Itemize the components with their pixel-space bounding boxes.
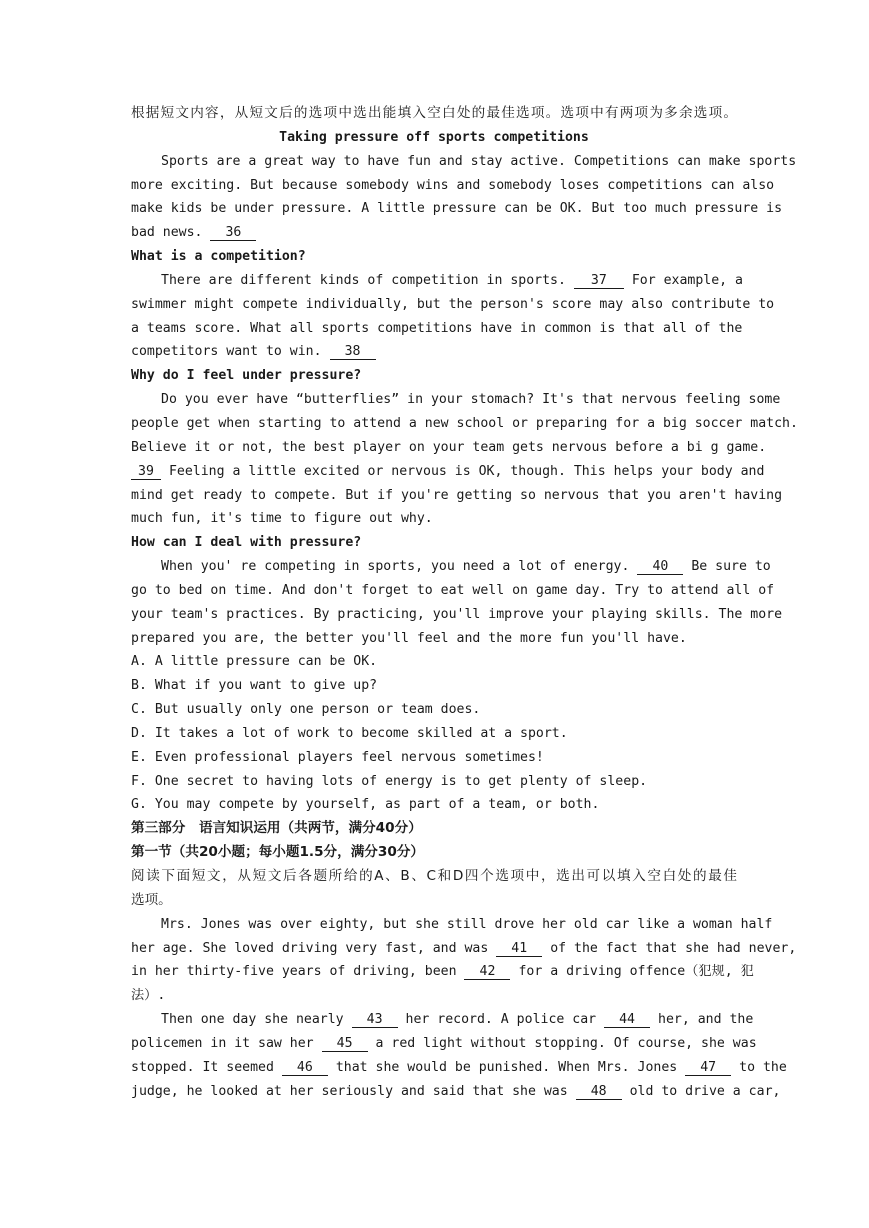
section1-heading: 第一节（共20小题；每小题1.5分，满分30分） — [131, 844, 425, 861]
para4-line1 — [131, 555, 771, 579]
para4-line1-text-a: When you' re competing in sports, you need a lot of energy. — [161, 559, 630, 575]
para5-line2-text-a: her age. She loved driving very fast, and was — [131, 940, 489, 956]
para2-line1-text-b: For example, a — [631, 272, 743, 288]
para5-line2 — [131, 937, 797, 961]
para5-line2-text-b: of the fact that she had never, — [550, 940, 797, 956]
para6-line1-text-b: her record. A police car — [405, 1012, 597, 1028]
blank-46[interactable]: 46 — [282, 1060, 328, 1076]
para6-line1 — [131, 1008, 754, 1032]
blank-37[interactable]: 37 — [574, 273, 624, 289]
blank-45[interactable]: 45 — [322, 1036, 368, 1052]
document-page — [131, 102, 798, 1103]
instruction-text: 根据短文内容，从短文后的选项中选出能填入空白处的最佳选项。选项中有两项为多余选项。 — [131, 105, 737, 121]
para1-line2: more exciting. But because somebody wins and somebody loses competitions can also — [131, 177, 775, 193]
para2-line3: a teams score. What all sports competitions have in common is that all of the — [131, 320, 743, 336]
blank-41[interactable]: 41 — [496, 941, 542, 957]
para6-line3-text-b: that she would be punished. When Mrs. Jones — [335, 1059, 678, 1075]
para6-line2-text-b: a red light without stopping. Of course, she was — [375, 1035, 757, 1051]
para6-line1-text-a: Then one day she nearly — [161, 1012, 344, 1028]
para2-line1 — [131, 269, 743, 293]
heading-how-deal: How can I deal with pressure? — [131, 535, 362, 551]
para2-line4-text: competitors want to win. — [131, 344, 322, 360]
para1-line4-text: bad news. — [131, 225, 203, 241]
para3-line4 — [131, 460, 765, 484]
para6-line2 — [131, 1032, 757, 1056]
para3-line2: people get when starting to attend a new school or preparing for a big soccer match. — [131, 415, 798, 431]
para6-line2-text-a: policemen in it saw her — [131, 1035, 314, 1051]
para4-line3: your team's practices. By practicing, you'll improve your playing skills. The more — [131, 606, 783, 622]
heading-why-pressure: Why do I feel under pressure? — [131, 368, 362, 384]
para6-line1-text-c: her, and the — [658, 1012, 754, 1028]
para6-line4 — [131, 1080, 781, 1104]
instruction2-line2: 选项。 — [131, 891, 172, 908]
para6-line4-text-b: old to drive a car, — [629, 1083, 781, 1099]
para1-line3: make kids be under pressure. A little pressure can be OK. But too much pressure is — [131, 201, 783, 217]
para3-line3: Believe it or not, the best player on your team gets nervous before a bi g game. — [131, 439, 767, 455]
para3-line4-text: Feeling a little excited or nervous is OK, though. This helps your body and — [168, 463, 765, 479]
blank-44[interactable]: 44 — [604, 1012, 650, 1028]
blank-42[interactable]: 42 — [464, 964, 510, 980]
para5-line1: Mrs. Jones was over eighty, but she still drove her old car like a woman half — [161, 916, 773, 932]
option-d: D. It takes a lot of work to become skilled at a sport. — [131, 725, 568, 741]
para6-line3 — [131, 1056, 787, 1080]
option-g: G. You may compete by yourself, as part of a team, or both. — [131, 797, 600, 813]
option-b: B. What if you want to give up? — [131, 678, 378, 694]
passage-title: Taking pressure off sports competitions — [279, 129, 589, 145]
para6-line4-text-a: judge, he looked at her seriously and said that she was — [131, 1083, 568, 1099]
heading-what-is-competition: What is a competition? — [131, 249, 306, 265]
para4-line1-text-b: Be sure to — [691, 559, 771, 575]
option-c: C. But usually only one person or team does. — [131, 702, 481, 718]
blank-47[interactable]: 47 — [685, 1060, 731, 1076]
para6-line3-text-a: stopped. It seemed — [131, 1059, 274, 1075]
para2-line2: swimmer might compete individually, but the person's score may also contribute to — [131, 296, 775, 312]
blank-40[interactable]: 40 — [637, 559, 683, 575]
para3-line6: much fun, it's time to figure out why. — [131, 511, 433, 527]
para6-line3-text-c: to the — [739, 1059, 787, 1075]
blank-39[interactable]: 39 — [131, 464, 161, 480]
blank-36[interactable]: 36 — [210, 225, 256, 241]
para1-line1: Sports are a great way to have fun and stay active. Competitions can make sports — [161, 153, 797, 169]
blank-43[interactable]: 43 — [352, 1012, 398, 1028]
para5-line3 — [131, 960, 754, 984]
option-f: F. One secret to having lots of energy is to get plenty of sleep. — [131, 773, 648, 789]
para4-line4: prepared you are, the better you'll feel and the more fun you'll have. — [131, 630, 687, 646]
option-a: A. A little pressure can be OK. — [131, 654, 378, 670]
part3-heading: 第三部分 语言知识运用（共两节，满分40分） — [131, 820, 422, 837]
para5-line4: 法）. — [131, 988, 166, 1004]
para2-line1-text-a: There are different kinds of competition in sports. — [161, 272, 566, 288]
para3-line5: mind get ready to compete. But if you're getting so nervous that you aren't having — [131, 487, 783, 503]
option-e: E. Even professional players feel nervous sometimes! — [131, 749, 544, 765]
blank-38[interactable]: 38 — [330, 344, 376, 360]
para3-line1: Do you ever have “butterflies” in your stomach? It's that nervous feeling some — [161, 392, 781, 408]
para1-line4 — [131, 221, 737, 245]
para2-line4 — [131, 340, 737, 364]
blank-48[interactable]: 48 — [576, 1084, 622, 1100]
para4-line2: go to bed on time. And don't forget to eat well on game day. Try to attend all of — [131, 582, 775, 598]
para5-line3-text-b: for a driving offence（犯规, 犯 — [518, 964, 754, 980]
para5-line3-text-a: in her thirty-five years of driving, been — [131, 964, 457, 980]
instruction2-line1: 阅读下面短文，从短文后各题所给的A、B、C和D四个选项中，选出可以填入空白处的最佳 — [131, 868, 737, 884]
